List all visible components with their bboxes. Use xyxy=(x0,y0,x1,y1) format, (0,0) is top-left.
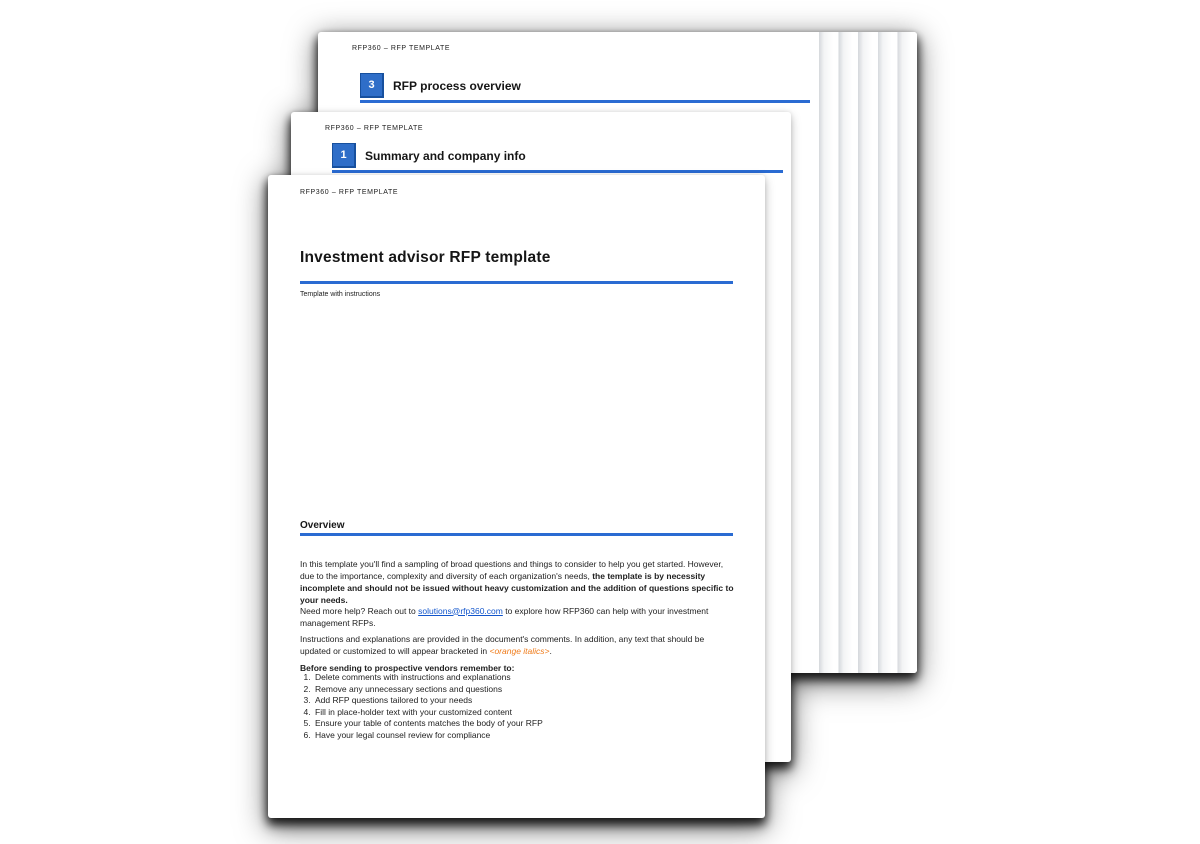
page-front-cover xyxy=(268,175,765,818)
before-sending-line: Before sending to prospective vendors remember to: xyxy=(300,662,515,673)
heading-rule xyxy=(332,170,783,173)
orange-italics-placeholder: <orange italics> xyxy=(489,645,550,656)
document-subtitle: Template with instructions xyxy=(300,291,381,298)
stacked-page-edges xyxy=(819,32,917,673)
section-number-badge: 1 xyxy=(332,143,356,168)
section-heading-block xyxy=(360,73,810,103)
title-rule xyxy=(300,281,733,284)
section-number-badge: 3 xyxy=(360,73,384,98)
paragraph-text: Need more help? Reach out to xyxy=(300,605,419,616)
overview-rule xyxy=(300,533,733,536)
section-heading-block xyxy=(332,143,783,173)
overview-paragraph-2 xyxy=(300,605,736,629)
paragraph-text: In this template you'll find a sampling of broad questions and things to consider to help you get started. However, due to the importance, complexity and diversity of each organization's needs, xyxy=(300,558,724,581)
preparation-steps-list xyxy=(300,672,749,741)
list-item: 6. Have your legal counsel review for compliance xyxy=(313,730,749,742)
document-title: Investment advisor RFP template xyxy=(300,249,551,267)
overview-paragraph-3 xyxy=(300,633,736,657)
section-title: Summary and company info xyxy=(365,148,526,163)
list-item: 1. Delete comments with instructions and explanations xyxy=(313,672,749,684)
list-item: 5. Ensure your table of contents matches the body of your RFP xyxy=(313,718,749,730)
overview-heading: Overview xyxy=(300,520,345,531)
section-title: RFP process overview xyxy=(393,78,521,93)
heading-rule xyxy=(360,100,810,103)
list-item: 3. Add RFP questions tailored to your needs xyxy=(313,695,749,707)
paragraph-bold-text: the template is by necessity incomplete and should not be issued without heavy customization and the addition of questions specific to your needs. xyxy=(300,570,734,605)
paragraph-text: Instructions and explanations are provided in the document's comments. In addition, any text that should be updated or customized to will appear bracketed in xyxy=(300,633,705,656)
list-item: 2. Remove any unnecessary sections and questions xyxy=(313,684,749,696)
doc-header: RFP360 – RFP TEMPLATE xyxy=(300,189,399,196)
doc-header: RFP360 – RFP TEMPLATE xyxy=(325,125,424,132)
list-item: 4. Fill in place-holder text with your customized content xyxy=(313,707,749,719)
paragraph-text: . xyxy=(549,645,552,656)
email-link[interactable]: solutions@rfp360.com xyxy=(418,605,503,616)
paragraph-text: to explore how RFP360 can help with your investment management RFPs. xyxy=(300,605,709,628)
doc-header: RFP360 – RFP TEMPLATE xyxy=(352,45,451,52)
overview-paragraph-1 xyxy=(300,558,736,606)
